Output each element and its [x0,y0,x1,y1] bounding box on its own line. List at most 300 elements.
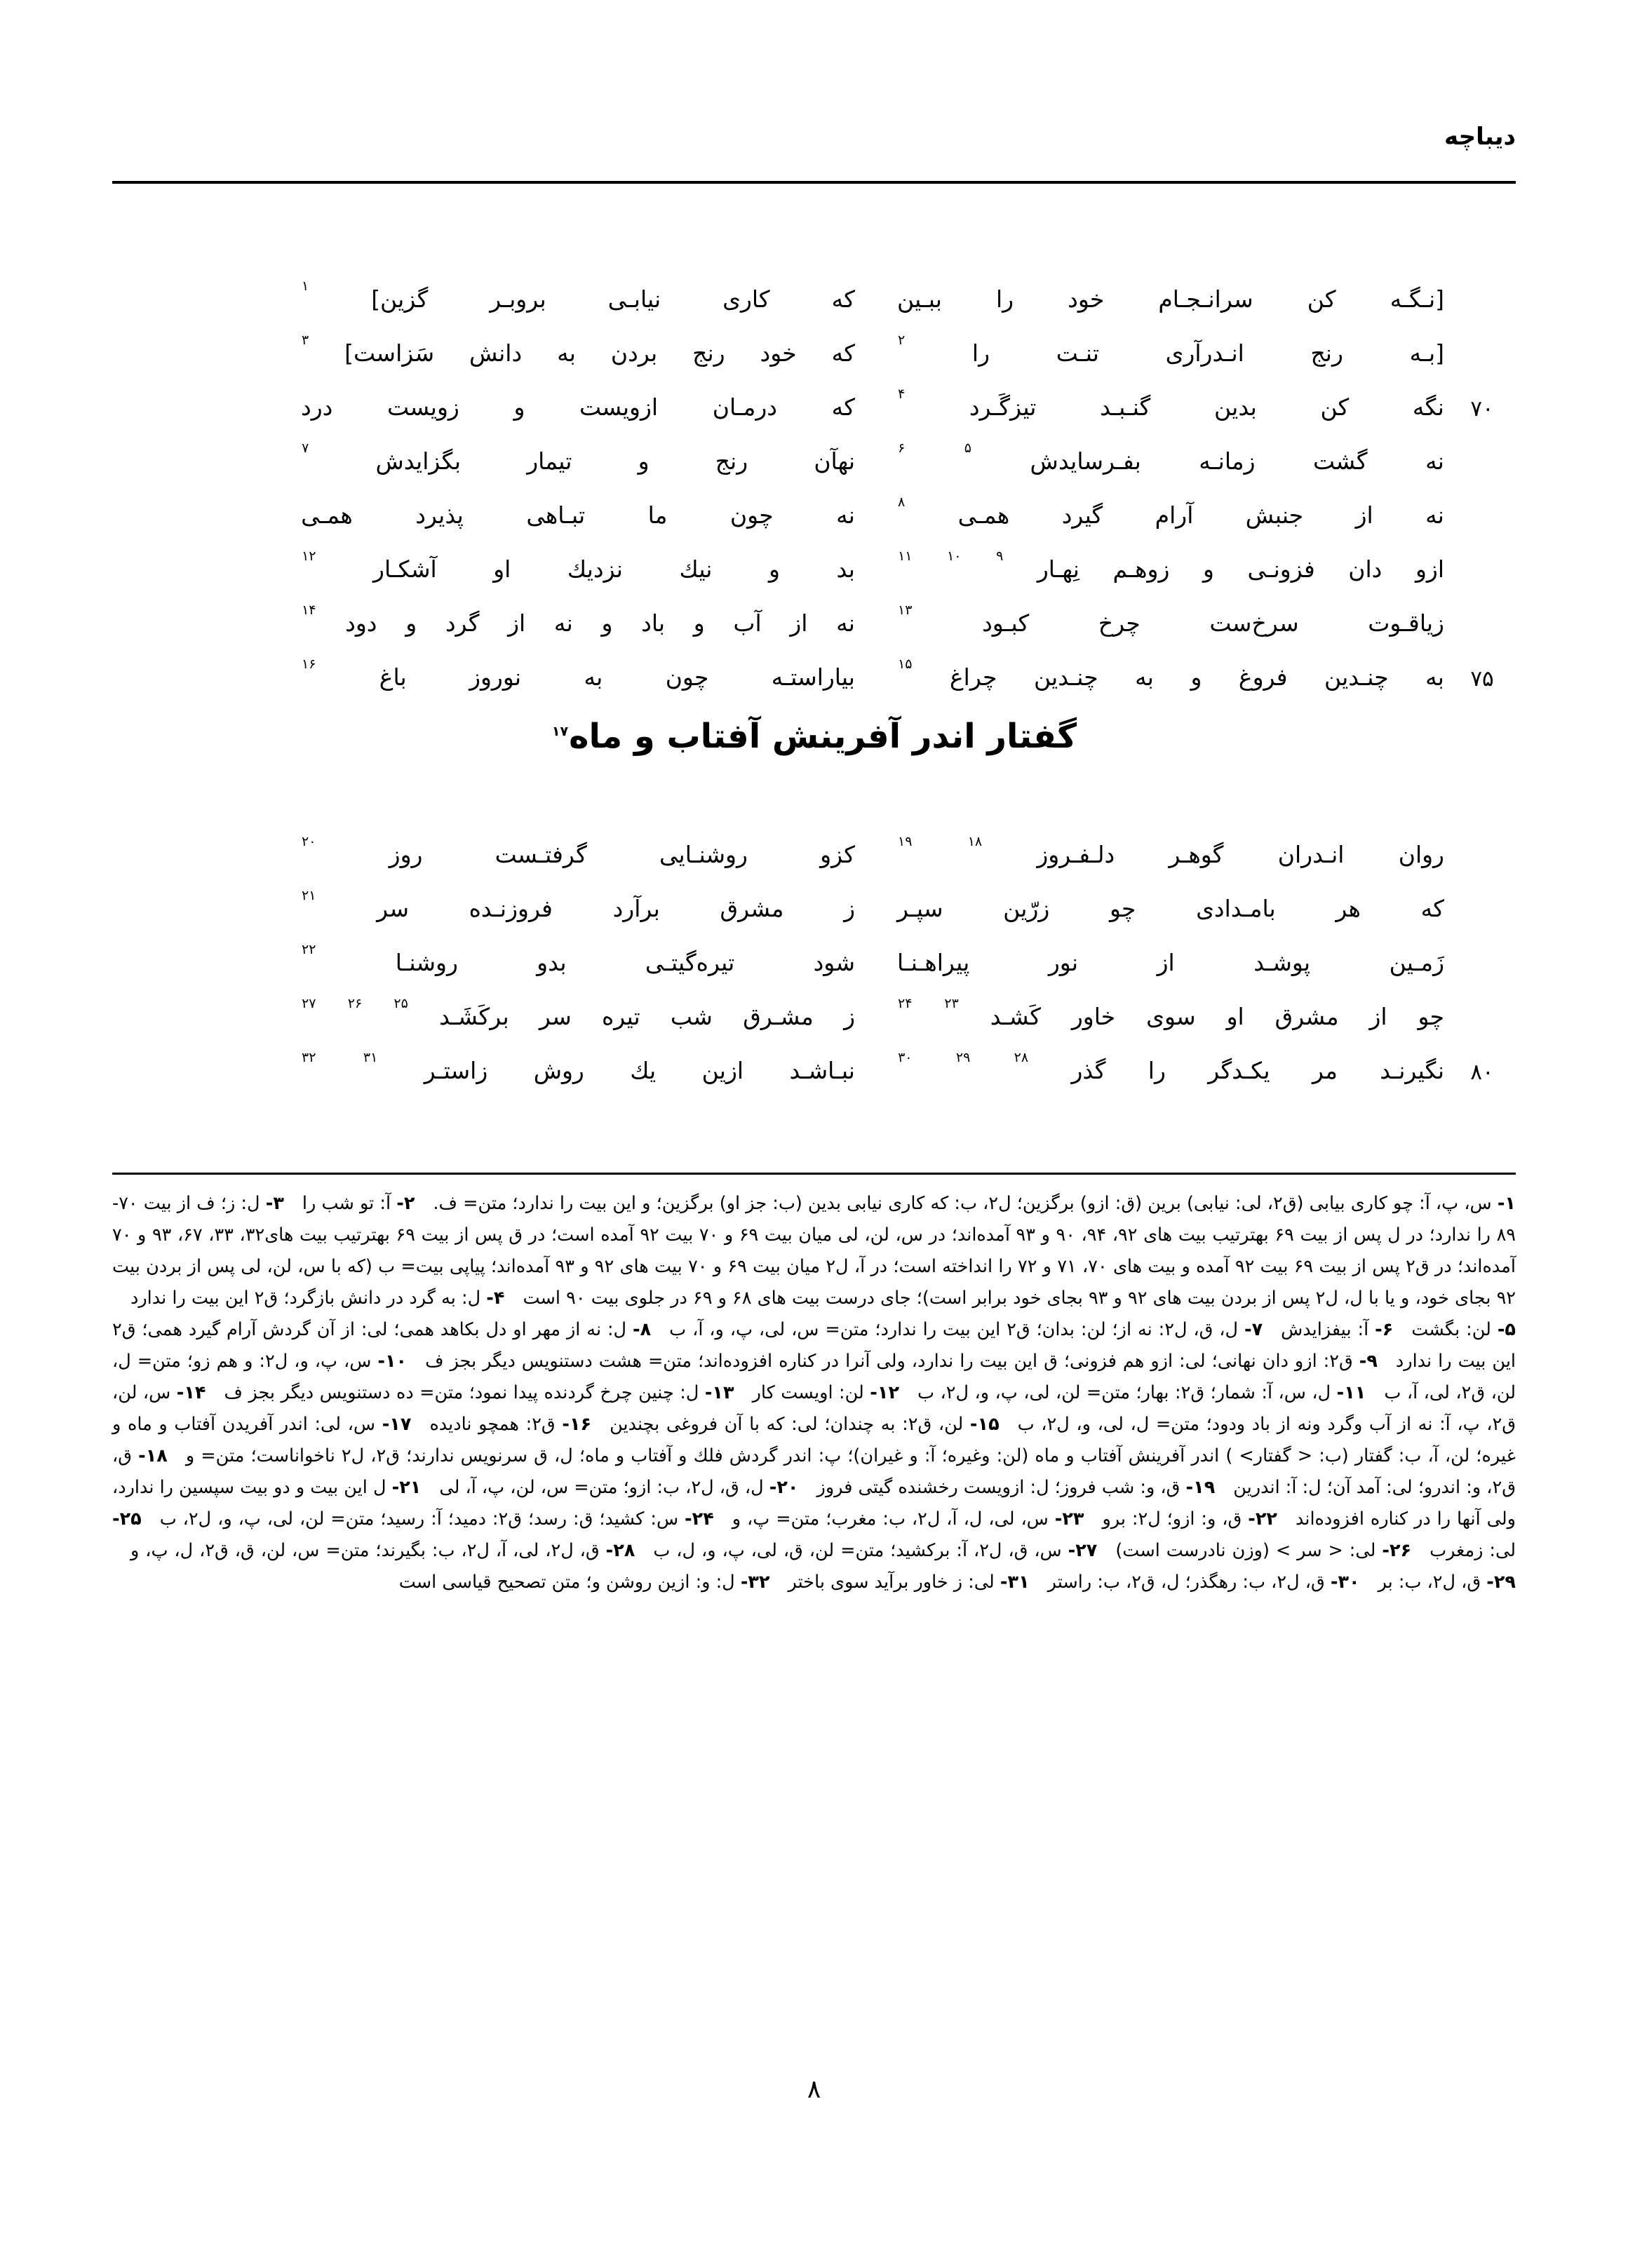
verse-word: ببـین [897,285,942,313]
apparatus-note-marker: ۴- [486,1288,505,1309]
verse-word: ز [844,1003,855,1030]
verse-footnote-marker: ۷ [302,440,309,456]
apparatus-note-text: س، لی، ل، آ، ل٢، ب: مغرب؛ متن= پ، و [732,1508,1055,1530]
verse-footnote-marker: ۳۲ [302,1050,316,1065]
apparatus-note-text: لن: بگشت [1411,1319,1498,1340]
verse-word: روش [533,1057,584,1084]
bayt-number [1448,605,1516,614]
verse-footnote-marker: ۲۰ [302,834,316,849]
apparatus-note-text: ق، ل٢، لی، آ، ل٢، ب: بگیرند؛ متن= س، لن، ق، ق٢، ل، پ، و [130,1540,606,1561]
verse-word: همـی [957,501,1010,529]
verse-word: كزو [820,841,855,868]
verse-word: ازویست [579,393,659,421]
verse-word: كه [1420,895,1444,922]
verse-word: به [1135,663,1154,691]
bayt-number [1448,836,1516,846]
hemistich-second [301,1052,897,1084]
verse-footnote-marker: ۲۱ [302,888,316,903]
verse-footnote-marker: ۳ [302,332,309,348]
hemistich-second [301,389,897,421]
verse-word: از [790,609,808,637]
verse-word: تنـت [1056,339,1099,367]
verse-word: و [769,555,780,583]
verse-word: سرخ‌ست [1209,609,1299,637]
verse-word: خود [760,339,797,367]
verse-footnote-marker: ۶ [898,440,906,456]
verse-word: شب [670,1003,713,1030]
apparatus-note [399,1572,770,1593]
verse-word: گرفتـست [495,841,587,868]
hemistich-second [301,440,897,475]
verse-word: گشت [1313,447,1368,475]
apparatus-note-marker: ۳۱- [1000,1572,1030,1593]
apparatus-note [788,1572,1030,1593]
verse-row [112,548,1516,605]
verse-word: نِهـار [1037,555,1079,583]
apparatus-note-text: ق٢: ازو دان نهانی؛ لی: ازو هم فزونی؛ ق این بیت را ندارد، ولی آنرا در کناره افزوده‌اند؛ متن= هشت دستنویس دیگر بجز ف [425,1351,1359,1372]
verse-word: و [1190,663,1202,691]
apparatus-note-marker: ۱۳- [704,1382,734,1403]
verse-word: روشنـا [395,949,458,976]
verse-word: كبـود [982,609,1030,637]
apparatus-note-marker: ۱۵- [969,1414,1000,1435]
verse-footnote-marker: ۱۴ [302,602,316,618]
verse-word: روان [1398,841,1444,868]
verse-word: رنج [715,447,748,475]
apparatus-note-marker: ۲۲- [1248,1508,1277,1530]
verse-footnote-marker: ۱۸ [967,834,983,849]
apparatus-note-text: لی: زمغرب [1429,1540,1516,1561]
verse-word: مشرق [720,895,784,922]
verse-row [112,1052,1516,1106]
verse-word: زمانـه [1199,447,1256,475]
verse-word: کن [1320,393,1350,421]
verse-footnote-marker: ۲۳ [944,996,959,1011]
verse-word: درد [301,393,333,421]
apparatus-note [130,1288,504,1309]
verse-word: و [1202,555,1214,583]
apparatus-note [224,1382,734,1403]
verse-word: نه [553,609,573,637]
apparatus-note-text: لی: ز خاور برآید سوی باختر [788,1572,1000,1593]
apparatus-note [1411,1319,1516,1340]
verse-footnote-marker: ۴ [898,386,906,402]
verse-word: سَزاست] [344,339,435,367]
verse-word: سپـر [897,895,943,922]
apparatus-note-text: س، لی: اندر آفریدن آفتاب و ماه و غیره؛ لن، آ، ب: گفتار (ب: < گفتار> ) اندر آفرینش آفتاب و ماه (لن: وغیره؛ آ: و غیران)؛ پ: اندر گردش فلك و آفتاب و ماه؛ ل، ق سرنویس ندارند؛ ق٢، ل٢ ناخواناست؛ متن= و [112,1414,1516,1466]
running-head-title: دیباچه [1444,123,1516,151]
apparatus-note [1102,1508,1277,1530]
folio-number: ۸ [807,2075,821,2104]
verse-word: بد [836,555,855,583]
verse-footnote-marker: ۲۲ [302,942,316,957]
verse-word: تیره [602,1003,640,1030]
apparatus-note [732,1508,1084,1530]
apparatus-note-text: ل: ز؛ ف از بیت ۷۰- ۸۹ را ندارد؛ در ل پس از بیت ۶۹ بهترتیب بیت های ۹۲، ۹۴، ۹۰ و ۹۳ آمده‌اند؛ در س، لن، لی میان بیت ۶۹ و ۷۰ بیت ۹۲ آمده است؛ در ق پس از بیت ۶۹ بهترتیب بیت های۳۲، ۳۳، ۶۷، ۹۳ و ۷۰ آمده‌اند؛ در ق٢ پس از بیت ۶۹ بیت ۹۲ آمده و بیت های ۷۰، ۷۱ و ۷۲ را انداخته است؛ در آ، ل٢ میان بیت ۶۹ و ۷۰ بیت های ۹۲ و ۹۳ آمده‌اند؛ پیاپی بیت= ب (که با س، لن، لی پس از بردن بیت ۹۲ بجای خود، و یا با ل، ل٢ پس از بردن بیت های ۹۲ و ۹۳ بجای خود برابر است)؛ جای درست بیت های ۶۸ و ۶۹ در جلوی بیت ۹۰ است [112,1193,1516,1309]
verse-row [112,440,1516,497]
hemistich-first [897,494,1448,529]
apparatus-note-text: س، ق، ل٢، آ: برکشید؛ متن= لن، ق، لی، پ، و، ل، ب [653,1540,1068,1561]
apparatus-note [130,1540,635,1561]
verse-word: از [508,609,526,637]
apparatus-note-marker: ۱۷- [382,1414,412,1435]
verse-row [112,494,1516,551]
verse-word: انـدرآری [1165,339,1244,367]
verse-word: ز [844,895,855,922]
verse-word: روشنـایی [659,841,748,868]
verse-word: پوشـد [1253,949,1311,976]
apparatus-note [1115,1540,1411,1561]
verse-word: و [601,609,613,637]
verse-word: خاور [1071,1003,1116,1030]
bayt-number [1448,890,1516,900]
apparatus-note-text: ق، ل٢، ب: رهگذر؛ ل، ق٢، ب: راستر [1047,1572,1331,1593]
apparatus-note-text: ل: چنین چرخ گردنده پیدا نمود؛ متن= ده دستنویس دیگر بجز ف [224,1382,705,1403]
verse-word: زاستـر [424,1057,488,1084]
verse-row [112,386,1516,443]
verse-word: و [513,393,525,421]
apparatus-note-marker: ۲- [396,1193,415,1214]
apparatus-note-marker: ۲۷- [1068,1540,1098,1561]
apparatus-note-marker: ۵- [1497,1319,1516,1340]
verse-word: آشكـار [373,555,437,583]
verse-word: تیزگَـرد [969,393,1037,421]
hemistich-first [897,890,1448,922]
apparatus-note [425,1351,1378,1372]
apparatus-note-marker: ۱- [1497,1193,1516,1214]
verse-word: او [493,555,511,583]
verse-word: آب [733,609,762,637]
verse-word: بردن [610,339,658,367]
apparatus-note-marker: ۲۳- [1054,1508,1084,1530]
verse-word: دود [345,609,377,637]
verse-word: از [1157,949,1175,976]
verse-word: گیرد [1061,501,1103,529]
apparatus-note-text: ل این بیت و دو بیت سپسین را ندارد، ولی آنها را در کناره افزوده‌اند [112,1477,1516,1530]
verse-word: سرانـجـام [1158,285,1253,313]
apparatus-note-marker: ۲۵- [112,1508,142,1530]
apparatus-note-marker: ۱۰- [377,1351,408,1372]
hemistich-second [301,836,897,868]
verse-word: گنـبـد [1100,393,1151,421]
verse-footnote-marker: ۸ [898,494,906,510]
verse-word: گوهـر [1169,841,1224,868]
apparatus-note-text: ق، ق٢، و: اندرو؛ لی: آمد آن؛ ل: آ: اندرین [112,1445,1516,1498]
verse-word: ازو [1415,555,1444,583]
verse-word: کاری [722,285,770,313]
apparatus-note-text: س، پ، و، ل٢: و هم زو؛ متن= ل، لن، ق٢، لی، آ، ب [112,1351,1516,1403]
verse-word: نبـاشـد [789,1057,855,1084]
verse-word: ازین [701,1057,744,1084]
verse-word: کن [1307,285,1336,313]
apparatus-rule [112,1173,1516,1175]
apparatus-note-text: ق، ل٢، ب: بر [1378,1572,1487,1593]
verse-word: گذر [1071,1057,1106,1084]
apparatus-note [817,1477,1216,1498]
hemistich-second [301,602,897,637]
verse-footnote-marker: ۹ [996,548,1004,564]
apparatus-note-marker: ۹- [1359,1351,1378,1372]
verse-word: خود [1068,285,1105,313]
hemistich-second [301,998,897,1030]
bayt-number [1448,497,1516,506]
verse-footnote-marker: ۲ [898,332,906,348]
verse-word: نیابـی [607,285,661,313]
apparatus-note-text: آ: تو شب را [302,1193,397,1214]
bayt-number [1448,551,1516,560]
verse-word: نیك [679,555,713,583]
verse-word: بامـدادی [1196,895,1276,922]
verse-word: و [638,447,650,475]
verse-word: را [1148,1057,1166,1084]
verse-word: دلـفـروز [1037,841,1115,868]
verse-word: و [405,609,417,637]
apparatus-note [439,1477,798,1498]
verse-word: انـدران [1277,841,1345,868]
apparatus-note-marker: ۱۹- [1185,1477,1216,1498]
apparatus-note-text: ل: و: ازین روشن و؛ متن تصحیح قیاسی است [398,1572,741,1593]
verse-footnote-marker: ۵ [964,440,972,456]
verse-word: به [584,663,603,691]
verse-word: زَمـین [1389,949,1444,976]
hemistich-second [301,656,897,691]
bayt-number: ۷۰ [1470,396,1494,421]
hemistich-second [301,944,897,976]
verse-word: را [995,285,1014,313]
verse-word: فروزنـده [469,895,553,922]
hemistich-first [897,548,1448,583]
verse-row [112,836,1516,890]
apparatus-note-text: لن: اویست کار [752,1382,870,1403]
verse-word: جنبش [1245,501,1304,529]
verse-footnote-marker: ۲۶ [347,996,363,1011]
verse-block-lower [112,836,1516,1106]
hemistich-first [897,440,1448,475]
apparatus-note-marker: ۲۶- [1382,1540,1412,1561]
apparatus-note [753,1382,899,1403]
apparatus-note [653,1540,1097,1561]
verse-word: تیره‌گیتـی [645,949,735,976]
verse-word: مر [1312,1057,1338,1084]
verse-word: نزدیك [567,555,623,583]
apparatus-note [917,1382,1366,1403]
verse-word: دان [1348,555,1383,583]
bayt-number [1448,281,1516,290]
bayt-number: ۷۵ [1470,666,1494,691]
hemistich-first [897,656,1448,691]
apparatus-note [302,1193,415,1214]
verse-word: چراغ [949,663,997,691]
bayt-number: ۸۰ [1470,1060,1494,1085]
apparatus-note-marker: ۶- [1375,1319,1394,1340]
verse-row [112,278,1516,335]
hemistich-first [897,836,1448,868]
verse-word: نهآن [814,447,855,475]
apparatus-note-text: س، پ، آ: چو کاری بیابی (ق٢، لی: نیابی) برین (ق: ازو) برگزین؛ ل٢، ب: که کاری نیابی بدین (ب: جز او) برگزین؛ و این بیت را ندارد؛ متن= ف. [433,1193,1498,1214]
verse-word: که [831,285,855,313]
verse-footnote-marker: ۲۹ [955,1050,971,1065]
verse-word: بفـرسایدش [1030,447,1141,475]
verse-word: که [831,393,855,421]
hemistich-first [897,602,1448,637]
verse-word: به [557,339,576,367]
verse-word: گزین] [371,285,429,313]
verse-footnote-marker: ۱۲ [302,548,316,564]
verse-word: باغ [379,663,407,691]
verse-row [112,656,1516,713]
verse-footnote-marker: ۱ [302,278,309,294]
verse-footnote-marker: ۳۱ [363,1050,378,1065]
apparatus-note [1048,1572,1360,1593]
verse-word: درمـان [712,393,777,421]
apparatus-note [160,1508,714,1530]
verse-word: نوروز [469,663,522,691]
verse-row [112,602,1516,659]
bayt-number [1448,944,1516,954]
verse-footnote-marker: ۱۰ [947,548,962,564]
verse-word: كَشـد [990,1003,1041,1030]
verse-word: ما [647,501,668,529]
hemistich-first [897,281,1448,313]
apparatus-note-marker: ۲۰- [769,1477,799,1498]
bayt-number [1448,998,1516,1008]
verse-word: نگه [1412,393,1444,421]
verse-row [112,332,1516,389]
verse-word: روز [389,841,423,868]
apparatus-note-text: ق، و: ازو؛ ل٢: برو [1102,1508,1249,1530]
verse-word: نه [1425,447,1444,475]
verse-word: پذیرد [415,501,464,529]
verse-word: و [693,609,705,637]
verse-word: رنج [692,339,725,367]
verse-word: تبـاهی [526,501,586,529]
verse-word: گرد [445,609,480,637]
verse-word: او [1226,1003,1244,1030]
verse-word: زوهـم [1112,555,1170,583]
apparatus-note-marker: ۲۱- [391,1477,422,1498]
verse-word: یكـدگر [1208,1057,1270,1084]
header-rule [112,181,1516,184]
verse-word: آرام [1155,501,1194,529]
apparatus-note-marker: ۱۴- [176,1382,206,1403]
apparatus-note [429,1414,591,1435]
verse-word: برکَشَـد [439,1003,509,1030]
verse-word: از [1369,1003,1387,1030]
apparatus-note-text: س، لن، ق٢، پ، آ: نه از آب وگرد ونه از باد ودود؛ متن= ل، لی، و، ل٢، ب [112,1382,1516,1435]
verse-word: چون [665,663,709,691]
verse-word: نه [836,501,855,529]
verse-word: نور [1048,949,1079,976]
verse-word: زویست [386,393,459,421]
verse-word: تیمار [527,447,572,475]
verse-word: چرخ [1098,609,1141,637]
apparatus-note-text: ل، ق، ل٢، ب: ازو؛ متن= س، لن، پ، آ، لی [439,1477,769,1498]
verse-footnote-marker: ۲۸ [1014,1050,1029,1065]
verse-word: نگیرنـد [1380,1057,1444,1084]
section-heading [112,717,1516,757]
verse-footnote-marker: ۲۷ [302,996,316,1011]
apparatus-note-marker: ۲۹- [1486,1572,1516,1593]
apparatus-note-text: ق، و: شب فروز؛ ل: ازویست رخشنده گیتی فروز [816,1477,1186,1498]
apparatus-note-marker: ۱۸- [138,1445,168,1466]
verse-word: رنج [1310,339,1343,367]
verse-word: چو [1418,1003,1444,1030]
verse-word: بدین [1214,393,1257,421]
hemistich-second [301,548,897,583]
section-heading-text: گفتار اندر آفرینش آفتاب و ماه [569,717,1077,756]
apparatus-note-marker: ۲۸- [605,1540,635,1561]
apparatus-note [433,1193,1516,1214]
apparatus-note-marker: ۲۴- [685,1508,714,1530]
verse-word: نه [1425,501,1444,529]
verse-word: فروغ [1238,663,1288,691]
apparatus-note-text: ل، س، آ: شمار؛ ق٢: بهار؛ متن= لن، لی، پ، و، ل٢، ب [917,1382,1337,1403]
verse-footnote-marker: ۳۰ [898,1050,913,1065]
verse-word: چون [729,501,774,529]
apparatus-note [1378,1572,1516,1593]
verse-word: مشرق [1274,1003,1339,1030]
apparatus-note [610,1414,1000,1435]
verse-word: نه [836,609,855,637]
verse-word: سوی [1146,1003,1196,1030]
apparatus-note-marker: ۳۰- [1330,1572,1360,1593]
verse-footnote-marker: ۱۹ [898,834,913,849]
bayt-number [1448,443,1516,452]
verse-footnote-marker: ۱۳ [898,602,913,618]
apparatus-note-marker: ۷- [1244,1319,1263,1340]
verse-footnote-marker: ۱۶ [302,656,316,672]
verse-word: برو‌بـر [490,285,546,313]
verse-word: پیراهـنـا [897,949,970,976]
verse-row [112,998,1516,1052]
verse-footnote-marker: ۱۱ [898,548,913,564]
apparatus-note-text: آ: بیفزایدش [1281,1319,1375,1340]
verse-word: زیاقـوت [1368,609,1444,637]
verse-word: یك [630,1057,657,1084]
verse-word: [بـه [1409,339,1444,367]
apparatus-note-text: لی: < سر > (وزن نادرست است) [1115,1540,1383,1561]
verse-word: دانش [469,339,523,367]
verse-word: به [1425,663,1444,691]
verse-word: همـی [301,501,353,529]
verse-footnote-marker: ۲۴ [898,996,913,1011]
hemistich-second [301,890,897,922]
apparatus-note-text: س: کشید؛ ق: رسد؛ ق٢: دمید؛ آ: رسید؛ متن= لن، لی، پ، و، ل٢، ب [159,1508,685,1530]
apparatus-note-marker: ۱۱- [1336,1382,1366,1403]
verse-word: بدو [537,949,567,976]
verse-word: را [971,339,990,367]
apparatus-note-marker: ۱۶- [562,1414,592,1435]
verse-footnote-marker: ۲۵ [393,996,408,1011]
apparatus-note-marker: ۳۲- [740,1572,770,1593]
apparatus-note-marker: ۱۲- [870,1382,900,1403]
verse-word: سر [539,1003,572,1030]
verse-word: چنـدین [1324,663,1389,691]
hemistich-second [301,332,897,367]
verse-footnote-marker: ۱۵ [898,656,913,672]
verse-word: باد [641,609,666,637]
verse-word: سر [377,895,409,922]
hemistich-first [897,1052,1448,1084]
verse-row [112,944,1516,998]
hemistich-second [301,278,897,313]
apparatus-note-text: ق٢: همچو نادیده [429,1414,563,1435]
verse-word: بیاراستـه [771,663,855,691]
bayt-number [1448,335,1516,344]
verse-word: زرّین [1003,895,1050,922]
apparatus-note-marker: ۳- [265,1193,284,1214]
verse-word: برآرد [612,895,660,922]
